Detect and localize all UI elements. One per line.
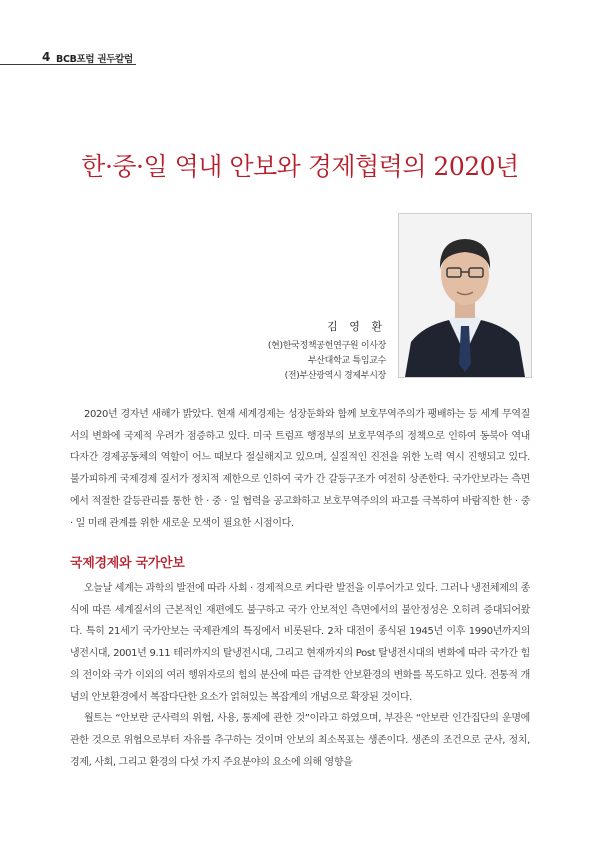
- section-label: BCB포럼 권두칼럼: [56, 54, 133, 65]
- article-title: 한·중·일 역내 안보와 경제협력의 2020년: [81, 152, 519, 181]
- page-header: [0, 50, 600, 66]
- body-paragraph: 오늘날 세계는 과학의 발전에 따라 사회 · 경제적으로 커다란 발전을 이루어가고 있다. 그러나 냉전체제의 종식에 따른 세계질서의 근본적인 재편에도 불구하고 국가 안보적인 측면에서의 불안정성은 오히려 증대되어왔다. 특히 21세기 국가안보는 국제관계의 특징에서 비롯된다. 2차 대전이 종식된 1945년 이후 1990년까지의 냉전시대, 2001년 9.11 테러까지의 탈냉전시대, 그리고 현재까지의 Post 탈냉전시대의 변화에 따라 국가간 힘의 전이와 국가 이외의 여러 행위자로의 힘의 분산에 따른 급격한 안보환경의 변화를 목도하고 있다. 전통적 개념의 안보환경에서 복잡다단한 요소가 얽혀있는 복잡계의 개념으로 확장된 것이다.: [70, 583, 530, 703]
- body-paragraph: 월트는 “안보란 군사력의 위협, 사용, 통제에 관한 것”이라고 하였으며, 부잔은 “안보란 인간집단의 운명에 관한 것으로 위협으로부터 자유를 추구하는 것이며 안보의 최소목표는 생존이다. 생존의 조건으로 군사, 정치, 경제, 사회, 그리고 환경의 다섯 가지 주요분야의 요소에 의해 영향을: [70, 713, 530, 768]
- author-portrait-icon: [399, 214, 531, 377]
- section-international-economy: [70, 552, 530, 773]
- author-info: [268, 318, 386, 384]
- author-photo: [398, 213, 532, 378]
- author-affiliation: 부산대학교 특임교수: [307, 356, 386, 366]
- intro-block: [70, 404, 530, 534]
- author-affiliation: (전)부산광역시 경제부시장: [284, 371, 386, 381]
- section-heading: 국제경제와 국가안보: [70, 556, 185, 571]
- author-affiliation: (현)한국정책공헌연구원 이사장: [267, 341, 386, 351]
- page-number: 4: [42, 50, 51, 64]
- author-name: 김 영 환: [327, 320, 386, 333]
- intro-paragraph: 2020년 경자년 새해가 밝았다. 현재 세계경제는 성장둔화와 함께 보호무역주의가 팽배하는 등 세계 무역질서의 변화에 국제적 우려가 점증하고 있다. 미국 트럼프 행정부의 보호무역주의 정책으로 인하여 동북아 역내 다자간 경제공동체의 역할이 어느 때보다 절실해지고 있으며, 실질적인 진전을 위한 노력 역시 진행되고 있다. 불가피하게 국제경제 질서가 정치적 제한으로 인하여 국가 간 갈등구조가 여전히 상존한다. 국가안보라는 측면에서 적절한 갈등관리를 통한 한 · 중 · 일 협력을 공고화하고 보호무역주의의 파고를 극복하여 바람직한 한 · 중 · 일 미래 관계를 위한 새로운 모색이 필요한 시점이다.: [70, 409, 530, 529]
